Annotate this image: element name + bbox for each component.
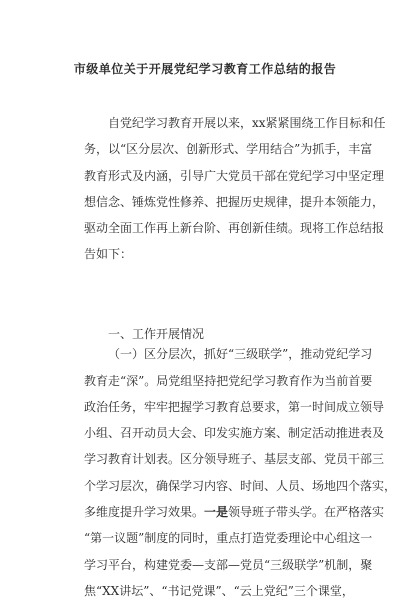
- intro-paragraph: [84, 110, 386, 268]
- text-line: 焦“XX讲坛”、“书记党课”、“云上党纪”三个课堂，: [84, 583, 354, 598]
- text-line: “第一议题”制度的同时，重点打造党委理论中心组这一: [84, 531, 373, 546]
- text-line: 个学习层次，确保学习内容、时间、人员、场地四个落实，: [84, 478, 397, 493]
- text-line: 学习平台，构建党委—支部—党员“三级联学”机制，聚: [84, 557, 373, 572]
- text-line: 务，以“区分层次、创新形式、学用结合”为抓手，丰富: [84, 142, 373, 157]
- text-segment: 多维度提升学习效果。: [84, 505, 205, 520]
- text-line-mixed: [84, 499, 385, 525]
- bold-phrase: 一是: [204, 505, 229, 520]
- text-segment: 领导班子带头学。在严格落实: [228, 505, 385, 520]
- text-line: 教育形式及内涵，引导广大党员干部在党纪学习中坚定理: [84, 168, 385, 183]
- text-line: 小组、召开动员大会、印发实施方案、制定活动推进表及: [84, 426, 385, 441]
- document-title: 市级单位关于开展党纪学习教育工作总结的报告: [73, 62, 337, 76]
- text-line: 教育走“深”。局党组坚持把党纪学习教育作为当前首要: [84, 373, 373, 388]
- text-line: （一）区分层次，抓好“三级联学”，推动党纪学习: [108, 347, 373, 362]
- section-heading: 一、工作开展情况: [108, 327, 205, 341]
- subsection-paragraph: [84, 315, 397, 604]
- text-line: 政治任务，牢牢把握学习教育总要求，第一时间成立领导: [84, 399, 385, 414]
- text-line: 驱动全面工作再上新台阶、再创新佳绩。现将工作总结报: [84, 221, 385, 236]
- text-line: 学习教育计划表。区分领导班子、基层支部、党员干部三: [84, 452, 385, 467]
- text-line: 告如下：: [84, 247, 133, 262]
- text-line: 想信念、锤炼党性修养、把握历史规律，提升本领能力，: [84, 194, 385, 209]
- text-line: 自党纪学习教育开展以来，xx紧紧围绕工作目标和任: [108, 116, 386, 130]
